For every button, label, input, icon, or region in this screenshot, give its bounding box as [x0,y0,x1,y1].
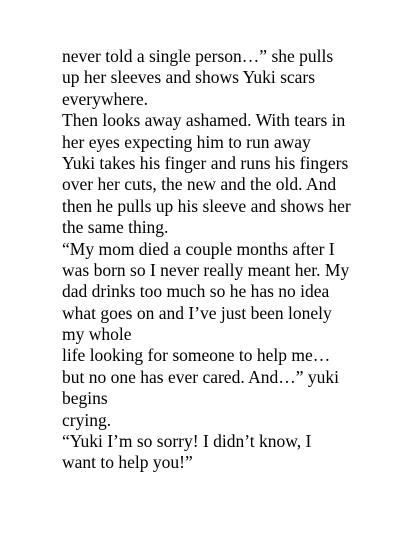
text-line: my whole [62,324,132,345]
text-line: everywhere. [62,88,148,109]
text-line: want to help you!” [62,452,193,473]
story-text [62,46,412,474]
text-line: crying. [62,409,112,430]
text-line: “My mom died a couple months after I [62,238,335,259]
text-line: never told a single person…” she pulls [62,46,334,66]
text-line: was born so I never really meant her. My [62,259,350,280]
text-line: life looking for someone to help me… [62,345,331,366]
text-line: begins [62,388,108,409]
text-line: “Yuki I’m so sorry! I didn’t know, I [62,431,312,452]
text-line: up her sleeves and shows Yuki scars [62,67,316,88]
text-line: Then looks away ashamed. With tears in [62,110,346,131]
text-line: but no one has ever cared. And…” yuki [62,366,340,387]
text-line: then he pulls up his sleeve and shows her [62,195,351,216]
text-line: her eyes expecting him to run away [62,131,311,152]
text-line: what goes on and I’ve just been lonely [62,302,332,323]
text-line: over her cuts, the new and the old. And [62,174,337,195]
text-line: dad drinks too much so he has no idea [62,281,330,302]
text-line: the same thing. [62,217,169,238]
text-line: Yuki takes his finger and runs his fingers [62,152,349,173]
